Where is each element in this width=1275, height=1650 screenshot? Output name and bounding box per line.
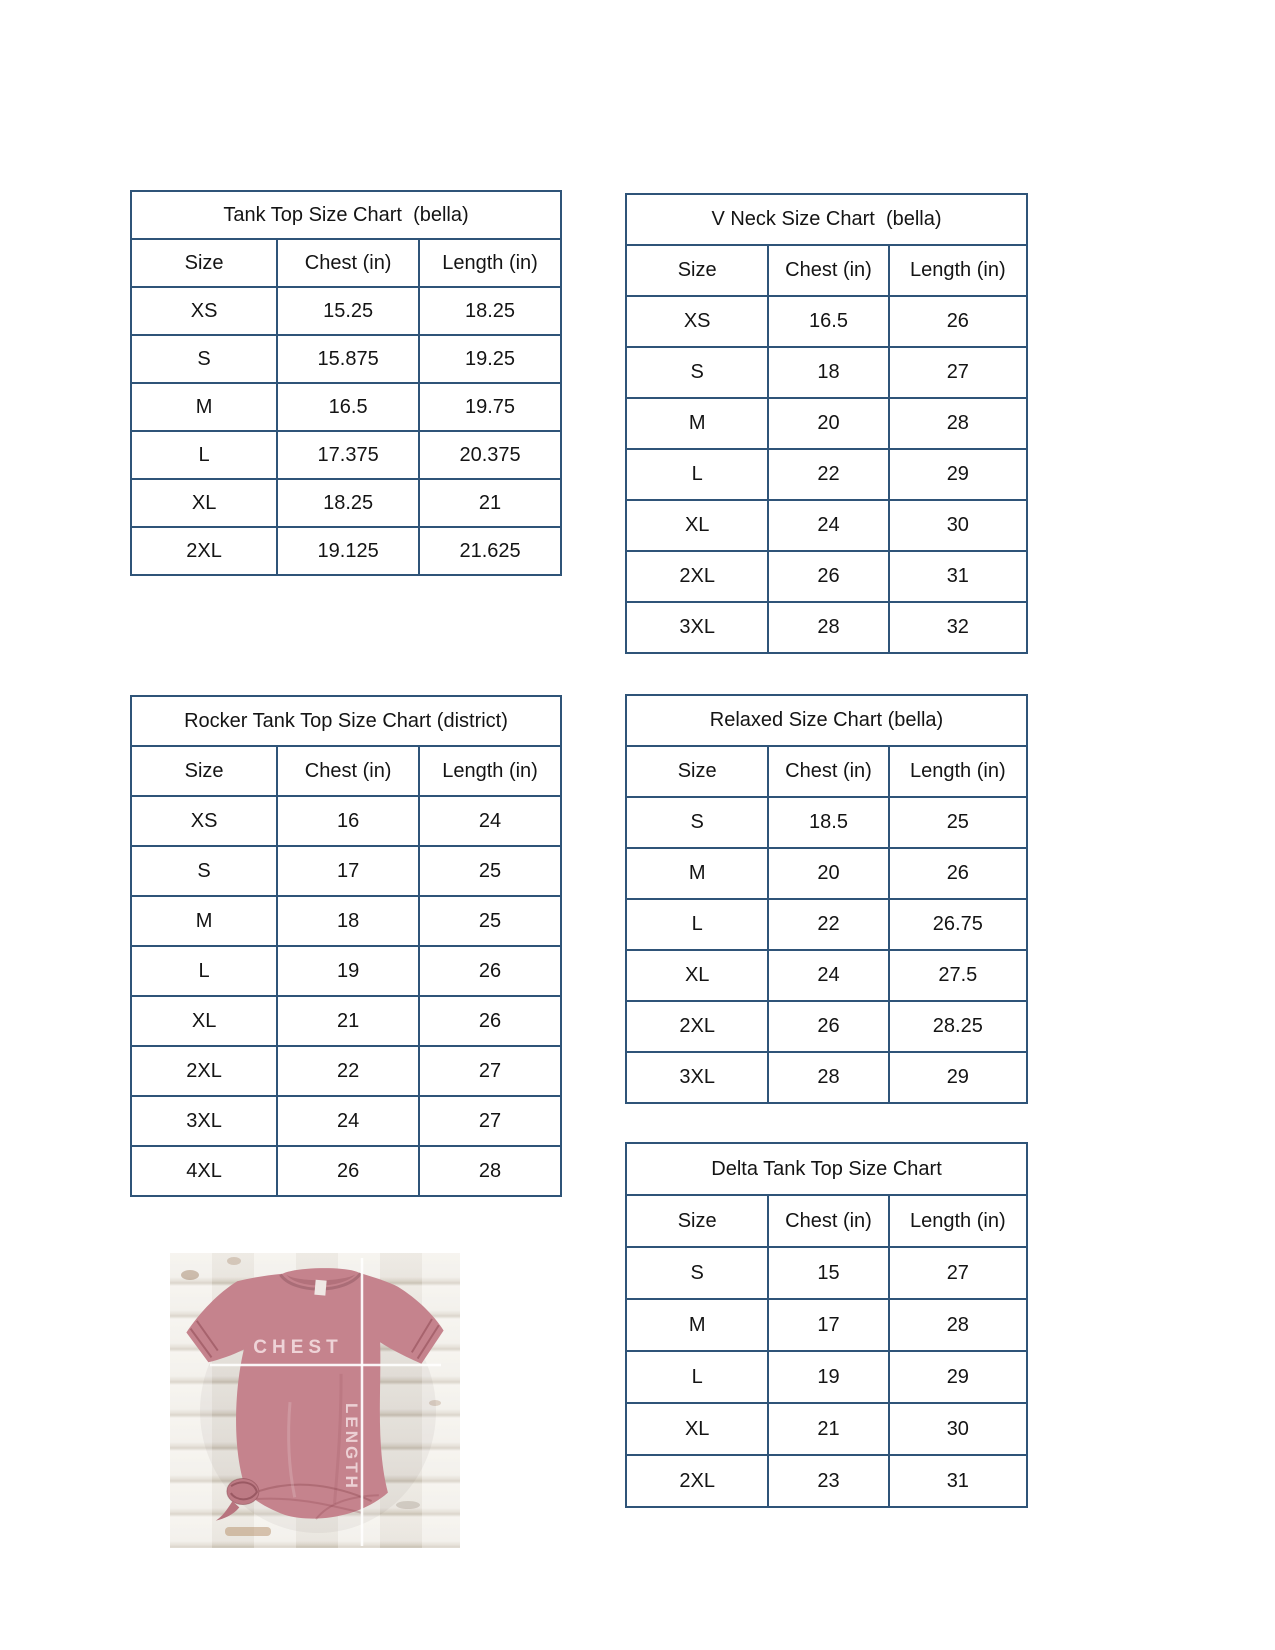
- size-cell: S: [131, 335, 277, 383]
- measure-cell: 19.25: [419, 335, 561, 383]
- size-cell: 2XL: [626, 1455, 768, 1507]
- table-row: [131, 896, 561, 946]
- measure-cell: 24: [768, 950, 888, 1001]
- measure-cell: 29: [889, 449, 1027, 500]
- size-cell: L: [626, 899, 768, 950]
- table-row: [626, 1351, 1027, 1403]
- size-cell: S: [626, 797, 768, 848]
- table-row: [131, 1096, 561, 1146]
- size-cell: XL: [131, 479, 277, 527]
- measure-cell: 20: [768, 398, 888, 449]
- table-header-row: [626, 746, 1027, 797]
- measure-cell: 24: [419, 796, 561, 846]
- table-row: [626, 602, 1027, 653]
- table-title-row: [131, 191, 561, 239]
- column-header: Length (in): [419, 239, 561, 287]
- measure-cell: 22: [768, 449, 888, 500]
- table-row: [131, 796, 561, 846]
- measure-cell: 29: [889, 1351, 1027, 1403]
- measure-cell: 18.5: [768, 797, 888, 848]
- table-title-row: [626, 695, 1027, 746]
- measure-cell: 19: [768, 1351, 888, 1403]
- size-cell: XS: [131, 287, 277, 335]
- size-cell: L: [131, 431, 277, 479]
- table-row: [626, 1001, 1027, 1052]
- size-cell: 2XL: [626, 1001, 768, 1052]
- column-header: Length (in): [889, 1195, 1027, 1247]
- table-row: [131, 383, 561, 431]
- size-cell: L: [626, 1351, 768, 1403]
- column-header: Size: [626, 245, 768, 296]
- measure-cell: 15.25: [277, 287, 419, 335]
- size-cell: 4XL: [131, 1146, 277, 1196]
- wood-knot: [227, 1257, 241, 1265]
- column-header: Size: [626, 1195, 768, 1247]
- table-row: [626, 500, 1027, 551]
- table-title-row: [131, 696, 561, 746]
- measure-cell: 26: [277, 1146, 419, 1196]
- measure-cell: 26: [419, 996, 561, 1046]
- measure-cell: 26: [768, 1001, 888, 1052]
- measure-cell: 31: [889, 551, 1027, 602]
- table-row: [626, 797, 1027, 848]
- size-cell: XL: [626, 500, 768, 551]
- measure-cell: 26: [889, 296, 1027, 347]
- measure-cell: 28: [768, 602, 888, 653]
- table-title: Delta Tank Top Size Chart: [626, 1143, 1027, 1195]
- column-header: Chest (in): [277, 746, 419, 796]
- size-cell: S: [131, 846, 277, 896]
- table-row: [626, 1455, 1027, 1507]
- size-cell: S: [626, 347, 768, 398]
- measure-cell: 22: [768, 899, 888, 950]
- table-row: [131, 479, 561, 527]
- size-cell: M: [626, 1299, 768, 1351]
- size-cell: M: [626, 848, 768, 899]
- tank-top-size-table: [130, 190, 562, 576]
- measure-cell: 27: [889, 347, 1027, 398]
- measure-cell: 31: [889, 1455, 1027, 1507]
- measure-cell: 26: [889, 848, 1027, 899]
- table-row: [131, 996, 561, 1046]
- measure-cell: 20: [768, 848, 888, 899]
- measure-cell: 27: [419, 1046, 561, 1096]
- table-row: [131, 527, 561, 575]
- table-row: [626, 1299, 1027, 1351]
- table-row: [131, 1046, 561, 1096]
- size-cell: 2XL: [626, 551, 768, 602]
- measure-cell: 28: [768, 1052, 888, 1103]
- table-row: [626, 449, 1027, 500]
- measure-cell: 18: [277, 896, 419, 946]
- measure-cell: 21: [277, 996, 419, 1046]
- measure-cell: 19: [277, 946, 419, 996]
- measure-cell: 26: [768, 551, 888, 602]
- table-title-row: [626, 194, 1027, 245]
- measure-cell: 15.875: [277, 335, 419, 383]
- measure-cell: 15: [768, 1247, 888, 1299]
- measure-cell: 26.75: [889, 899, 1027, 950]
- measure-cell: 25: [889, 797, 1027, 848]
- table-row: [626, 848, 1027, 899]
- measure-cell: 30: [889, 500, 1027, 551]
- size-cell: 3XL: [131, 1096, 277, 1146]
- column-header: Chest (in): [768, 746, 888, 797]
- measure-cell: 23: [768, 1455, 888, 1507]
- table-row: [626, 347, 1027, 398]
- column-header: Size: [131, 239, 277, 287]
- column-header: Size: [626, 746, 768, 797]
- measure-cell: 24: [277, 1096, 419, 1146]
- size-cell: M: [626, 398, 768, 449]
- column-header: Chest (in): [768, 245, 888, 296]
- table-row: [131, 1146, 561, 1196]
- measure-cell: 17: [768, 1299, 888, 1351]
- table-row: [626, 1403, 1027, 1455]
- table-row: [131, 335, 561, 383]
- v-neck-size-table: [625, 193, 1028, 654]
- measure-cell: 18.25: [419, 287, 561, 335]
- measure-cell: 17: [277, 846, 419, 896]
- size-cell: 3XL: [626, 602, 768, 653]
- size-cell: S: [626, 1247, 768, 1299]
- table-row: [626, 551, 1027, 602]
- table-title: V Neck Size Chart (bella): [626, 194, 1027, 245]
- rocker-tank-size-table: [130, 695, 562, 1197]
- table-row: [131, 431, 561, 479]
- measure-cell: 32: [889, 602, 1027, 653]
- column-header: Chest (in): [277, 239, 419, 287]
- table-row: [626, 1052, 1027, 1103]
- table-row: [626, 950, 1027, 1001]
- column-header: Length (in): [419, 746, 561, 796]
- measure-cell: 29: [889, 1052, 1027, 1103]
- measure-cell: 16: [277, 796, 419, 846]
- table-row: [131, 287, 561, 335]
- size-cell: XL: [626, 1403, 768, 1455]
- measure-cell: 16.5: [277, 383, 419, 431]
- relaxed-size-table: [625, 694, 1028, 1104]
- measure-cell: 16.5: [768, 296, 888, 347]
- table-header-row: [626, 1195, 1027, 1247]
- table-title-row: [626, 1143, 1027, 1195]
- column-header: Length (in): [889, 245, 1027, 296]
- measure-cell: 25: [419, 846, 561, 896]
- measure-cell: 27.5: [889, 950, 1027, 1001]
- wood-streak: [396, 1501, 420, 1509]
- measure-cell: 24: [768, 500, 888, 551]
- table-row: [626, 1247, 1027, 1299]
- measure-cell: 22: [277, 1046, 419, 1096]
- table-row: [626, 296, 1027, 347]
- length-label: LENGTH: [342, 1403, 361, 1491]
- measure-cell: 19.75: [419, 383, 561, 431]
- measure-cell: 17.375: [277, 431, 419, 479]
- size-cell: XL: [131, 996, 277, 1046]
- size-cell: XS: [131, 796, 277, 846]
- shirt-measurement-photo: [170, 1253, 460, 1548]
- shirt-neck-tag: [314, 1280, 326, 1296]
- size-cell: XL: [626, 950, 768, 1001]
- table-header-row: [131, 239, 561, 287]
- table-header-row: [131, 746, 561, 796]
- measure-cell: 19.125: [277, 527, 419, 575]
- size-cell: XS: [626, 296, 768, 347]
- measure-cell: 18.25: [277, 479, 419, 527]
- table-title: Relaxed Size Chart (bella): [626, 695, 1027, 746]
- table-row: [131, 846, 561, 896]
- measure-cell: 21.625: [419, 527, 561, 575]
- measure-cell: 25: [419, 896, 561, 946]
- table-row: [626, 899, 1027, 950]
- measure-cell: 27: [889, 1247, 1027, 1299]
- size-cell: M: [131, 383, 277, 431]
- column-header: Chest (in): [768, 1195, 888, 1247]
- measure-cell: 27: [419, 1096, 561, 1146]
- measure-cell: 30: [889, 1403, 1027, 1455]
- measure-cell: 28: [889, 398, 1027, 449]
- table-header-row: [626, 245, 1027, 296]
- measure-cell: 20.375: [419, 431, 561, 479]
- wood-knot: [181, 1270, 199, 1280]
- size-cell: L: [131, 946, 277, 996]
- table-row: [626, 398, 1027, 449]
- size-cell: L: [626, 449, 768, 500]
- measure-cell: 28: [419, 1146, 561, 1196]
- delta-tank-size-table: [625, 1142, 1028, 1508]
- measure-cell: 28: [889, 1299, 1027, 1351]
- chest-label: CHEST: [253, 1337, 343, 1358]
- size-cell: 2XL: [131, 1046, 277, 1096]
- tshirt-image: [170, 1253, 460, 1548]
- measure-cell: 28.25: [889, 1001, 1027, 1052]
- measure-cell: 21: [768, 1403, 888, 1455]
- wood-patch: [225, 1527, 271, 1536]
- table-title: Rocker Tank Top Size Chart (district): [131, 696, 561, 746]
- size-cell: 3XL: [626, 1052, 768, 1103]
- measure-cell: 26: [419, 946, 561, 996]
- table-title: Tank Top Size Chart (bella): [131, 191, 561, 239]
- table-row: [131, 946, 561, 996]
- column-header: Size: [131, 746, 277, 796]
- column-header: Length (in): [889, 746, 1027, 797]
- measure-cell: 18: [768, 347, 888, 398]
- measure-cell: 21: [419, 479, 561, 527]
- size-cell: 2XL: [131, 527, 277, 575]
- size-cell: M: [131, 896, 277, 946]
